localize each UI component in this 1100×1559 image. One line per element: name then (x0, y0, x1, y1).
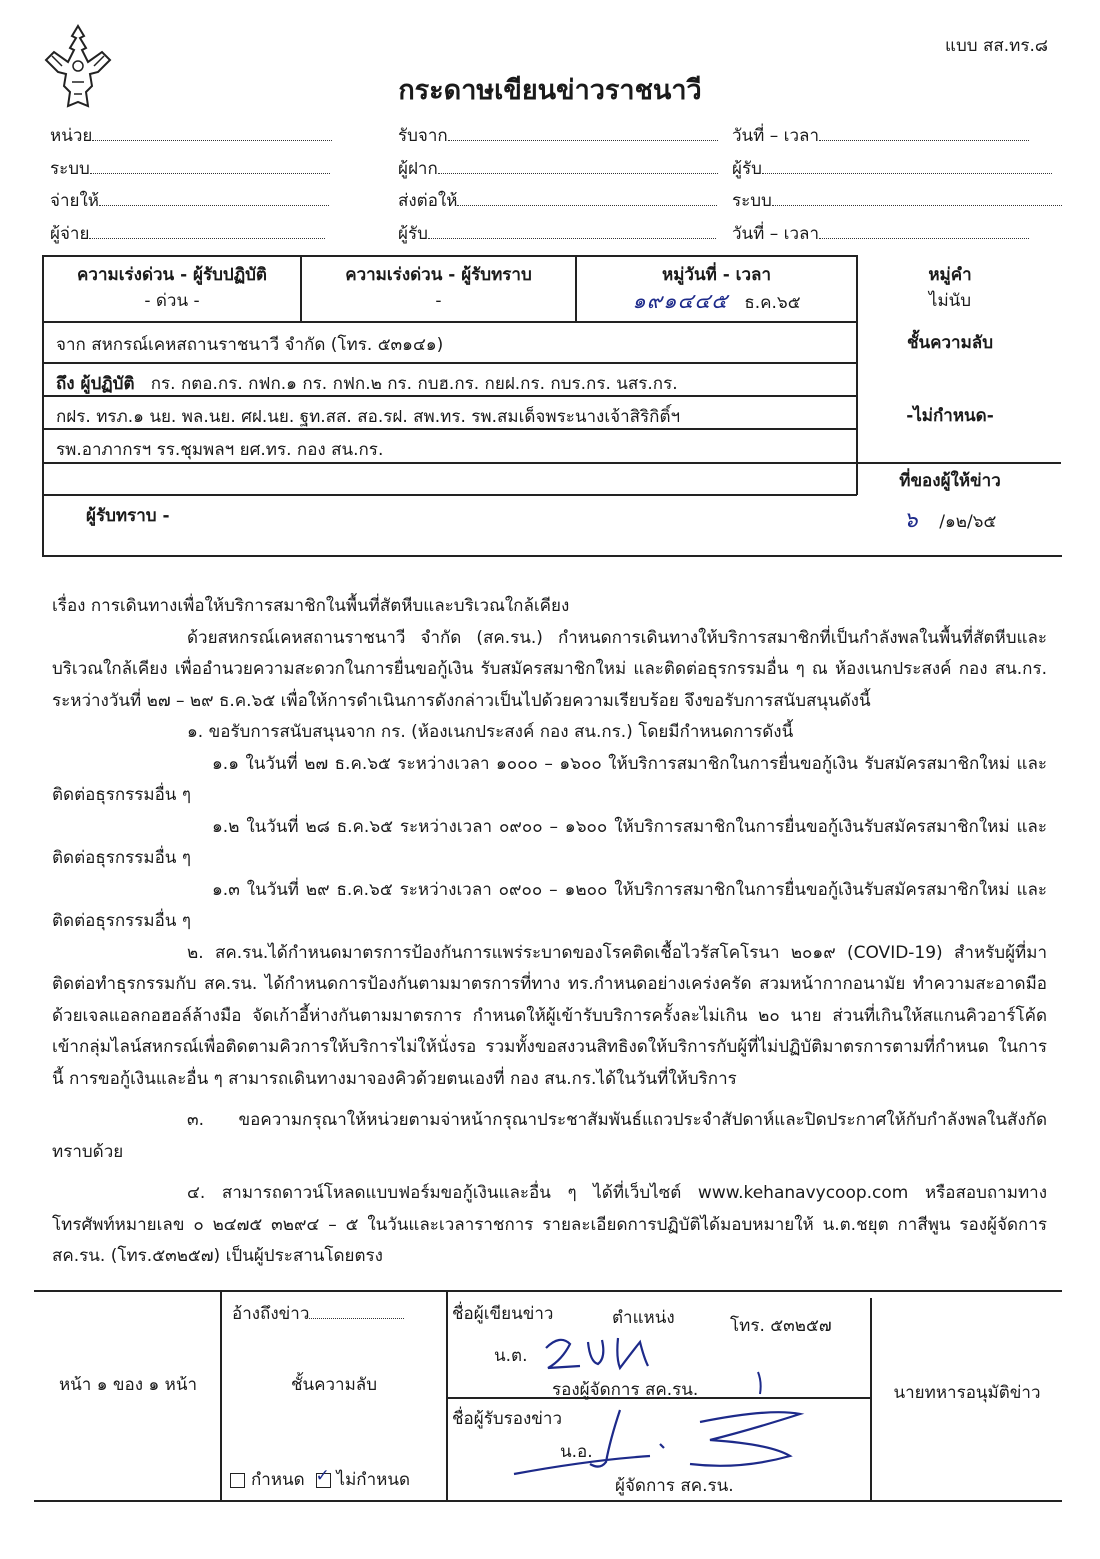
priority-action-cell (44, 262, 300, 314)
writer-label: ชื่อผู้เขียนข่าว (452, 1304, 554, 1324)
to-line-3: รพ.อาภากรฯ รร.ชุมพลฯ ยศ.ทร. กอง สน.กร. (56, 440, 384, 460)
checkbox-undefined[interactable] (316, 1473, 331, 1488)
certifier-label: ชื่อผู้รับรองข่าว (452, 1409, 562, 1429)
approver-label: นายทหารอนุมัติข่าว (893, 1383, 1041, 1403)
writer-initial-mark-icon (750, 1368, 770, 1398)
writer-rank: น.ต. (494, 1346, 528, 1366)
classification-label: ชั้นความลับ (906, 333, 994, 353)
certifier-rank: น.อ. (560, 1442, 593, 1462)
to-line-1: ถึง ผู้ปฏิบัติ กร. กตอ.กร. กฟก.๑ กร. กฟก.๒ กร. กบฮ.กร. กยฝ.กร. กบร.กร. นสร.กร. (56, 374, 678, 394)
paragraph-4: ๔. สามารถดาวน์โหลดแบบฟอร์มขอกู้เงินและอื่น ๆ ได้ที่เว็บไซต์ www.kehanavycoop.com หรือสอบถามทางโทรศัพท์หมายเลข ๐ ๒๔๗๕ ๓๒๙๔ – ๕ ในวันและเวลาราชการ รายละเอียดการปฏิบัติได้มอบหมายให้ น.ต.ชยุต กาสีพูน รองผู้จัดการ สค.รน. (โทร.๕๓๒๕๗) เป็นผู้ประสานโดยตรง (52, 1183, 1047, 1266)
certifier-signature-icon (510, 1400, 810, 1480)
paragraph-1-2: ๑.๒ ในวันที่ ๒๘ ธ.ค.๖๕ ระหว่างเวลา ๐๙๐๐ – ๑๖๐๐ ให้บริการสมาชิกในการยื่นขอกู้เงินรับสมัครสมาชิกใหม่ และติดต่อธุรกรรมอื่น ๆ (52, 816, 1047, 868)
footer-classification: ชั้นความลับ (290, 1375, 378, 1395)
classification-value: -ไม่กำหนด- (906, 406, 994, 426)
certifier-title: ผู้จัดการ สค.รน. (615, 1476, 734, 1496)
priority-info-label: ความเร่งด่วน - ผู้รับทราบ (345, 265, 532, 285)
paragraph-1-1: ๑.๑ ในวันที่ ๒๗ ธ.ค.๖๕ ระหว่างเวลา ๑๐๐๐ – ๑๖๐๐ ให้บริการสมาชิกในการยื่นขอกู้เงิน รับสมัครสมาชิกใหม่ และติดต่อธุรกรรมอื่น ๆ (52, 753, 1047, 805)
to-label: ถึง ผู้ปฏิบัติ (56, 374, 135, 394)
priority-action-value: - ด่วน - (144, 291, 200, 311)
ref-value: /๑๒/๖๕ (939, 512, 997, 532)
priority-info-value: - (435, 291, 442, 311)
checkbox-defined[interactable] (230, 1473, 245, 1488)
word-group-cell (860, 262, 1040, 314)
ref-hand: ๖ (903, 508, 918, 533)
page-count: หน้า ๑ ของ ๑ หน้า (58, 1375, 198, 1395)
paragraph-1: ๑. ขอรับการสนับสนุนจาก กร. (ห้องเนกประสงค์ กอง สน.กร.) โดยมีกำหนดการดังนี้ (187, 722, 794, 742)
dtg-cell (577, 262, 856, 316)
from-line: จาก สหกรณ์เคหสถานราชนาวี จำกัด (โทร. ๕๓๑๔๑) (56, 335, 444, 355)
info-recipients: ผู้รับทราบ - (86, 506, 170, 526)
ref-label: ที่ของผู้ให้ข่าว (899, 471, 1001, 491)
classification-options: กำหนด ✓ ไม่กำหนด (230, 1466, 410, 1493)
header-fields-col1: หน่วย ระบบ จ่ายให้ ผู้จ่าย (50, 120, 332, 250)
header-fields-col2: รับจาก ผู้ฝาก ส่งต่อให้ ผู้รับ (398, 120, 718, 250)
paragraph-2: ๒. สค.รน.ได้กำหนดมาตรการป้องกันการแพร่ระบาดของโรคติดเชื้อไวรัสโคโรนา ๒๐๑๙ (COVID-19) สำหรับผู้ที่มาติดต่อทำธุรกรรมกับ สค.รน. ได้กำหนดการป้องกันตามมาตรการที่ทาง ทร.กำหนดอย่างเคร่งครัด สวมหน้ากากอนามัย ทำความสะอาดมือด้วยเจลแอลกอฮอล์ล้างมือ จัดเก้าอี้ห่างกันตามมาตรการ กำหนดให้ผู้เข้ารับบริการครั้งละไม่เกิน ๒๐ นาย ส่วนที่เกินให้สแกนคิวอาร์โค้ดเข้ากลุ่มไลน์สหกรณ์เพื่อติดตามคิวการให้บริการไม่ให้นั่งรอ รวมทั้งขอสงวนสิทธิงดให้บริการกับผู้ที่ไม่ปฏิบัติมาตรการตามที่กำหนด ในการนี้ การขอกู้เงินและอื่น ๆ สามารถเดินทางมาจองคิวด้วยตนเองที่ กอง สน.กร.ได้ในวันที่ให้บริการ (52, 942, 1047, 1089)
writer-signature-icon (540, 1328, 670, 1378)
dtg-month: ธ.ค.๖๕ (744, 293, 801, 313)
page-title: กระดาษเขียนข่าวราชนาวี (398, 75, 702, 106)
priority-info-cell (302, 262, 575, 314)
paragraph-3: ๓. ขอความกรุณาให้หน่วยตามจ่าหน้ากรุณาประชาสัมพันธ์แถวประจำสัปดาห์และปิดประกาศให้กับกำลังพลในสังกัดทราบด้วย (52, 1110, 1047, 1162)
to-line-2: กฝร. ทรภ.๑ นย. พล.นย. ศฝ.นย. ฐท.สส. สอ.รฝ. สพ.ทร. รพ.สมเด็จพระนางเจ้าสิริกิติ์ฯ (56, 407, 681, 427)
ref-message: อ้างถึงข่าว (232, 1300, 404, 1327)
dtg-label: หมู่วันที่ - เวลา (662, 265, 771, 285)
priority-action-label: ความเร่งด่วน - ผู้รับปฏิบัติ (77, 265, 267, 285)
word-group-label: หมู่คำ (928, 265, 972, 285)
intro-paragraph: ด้วยสหกรณ์เคหสถานราชนาวี จำกัด (สค.รน.) กำหนดการเดินทางให้บริการสมาชิกที่เป็นกำลังพลในพื้นที่สัตหีบและบริเวณใกล้เคียง เพื่ออำนวยความสะดวกในการยื่นขอกู้เงิน รับสมัครสมาชิกใหม่ และติดต่อธุรกรรมอื่น ๆ ณ ห้องเนกประสงค์ กอง สน.กร. ระหว่างวันที่ ๒๗ – ๒๙ ธ.ค.๖๕ เพื่อให้การดำเนินการดังกล่าวเป็นไปด้วยความเรียบร้อย จึงขอรับการสนับสนุนดังนี้ (52, 627, 1047, 711)
form-code: แบบ สส.ทร.๘ (945, 36, 1048, 56)
writer-phone: โทร. ๕๓๒๕๗ (730, 1316, 832, 1336)
subject: เรื่อง การเดินทางเพื่อให้บริการสมาชิกในพื้นที่สัตหีบและบริเวณใกล้เคียง (52, 596, 570, 616)
position-label: ตำแหน่ง (612, 1308, 675, 1328)
paragraph-1-3: ๑.๓ ในวันที่ ๒๙ ธ.ค.๖๕ ระหว่างเวลา ๐๙๐๐ – ๑๒๐๐ ให้บริการสมาชิกในการยื่นขอกู้เงินรับสมัครสมาชิกใหม่ และติดต่อธุรกรรมอื่น ๆ (52, 879, 1047, 931)
writer-title: รองผู้จัดการ สค.รน. (552, 1380, 699, 1400)
word-group-value: ไม่นับ (928, 291, 972, 311)
dtg-value: ๑๙๑๔๔๕ (632, 289, 729, 313)
header-fields-col3: วันที่ – เวลา ผู้รับ ระบบ วันที่ – เวลา (732, 120, 1062, 250)
ref-cell (860, 508, 1040, 535)
message-body (52, 591, 1047, 1273)
